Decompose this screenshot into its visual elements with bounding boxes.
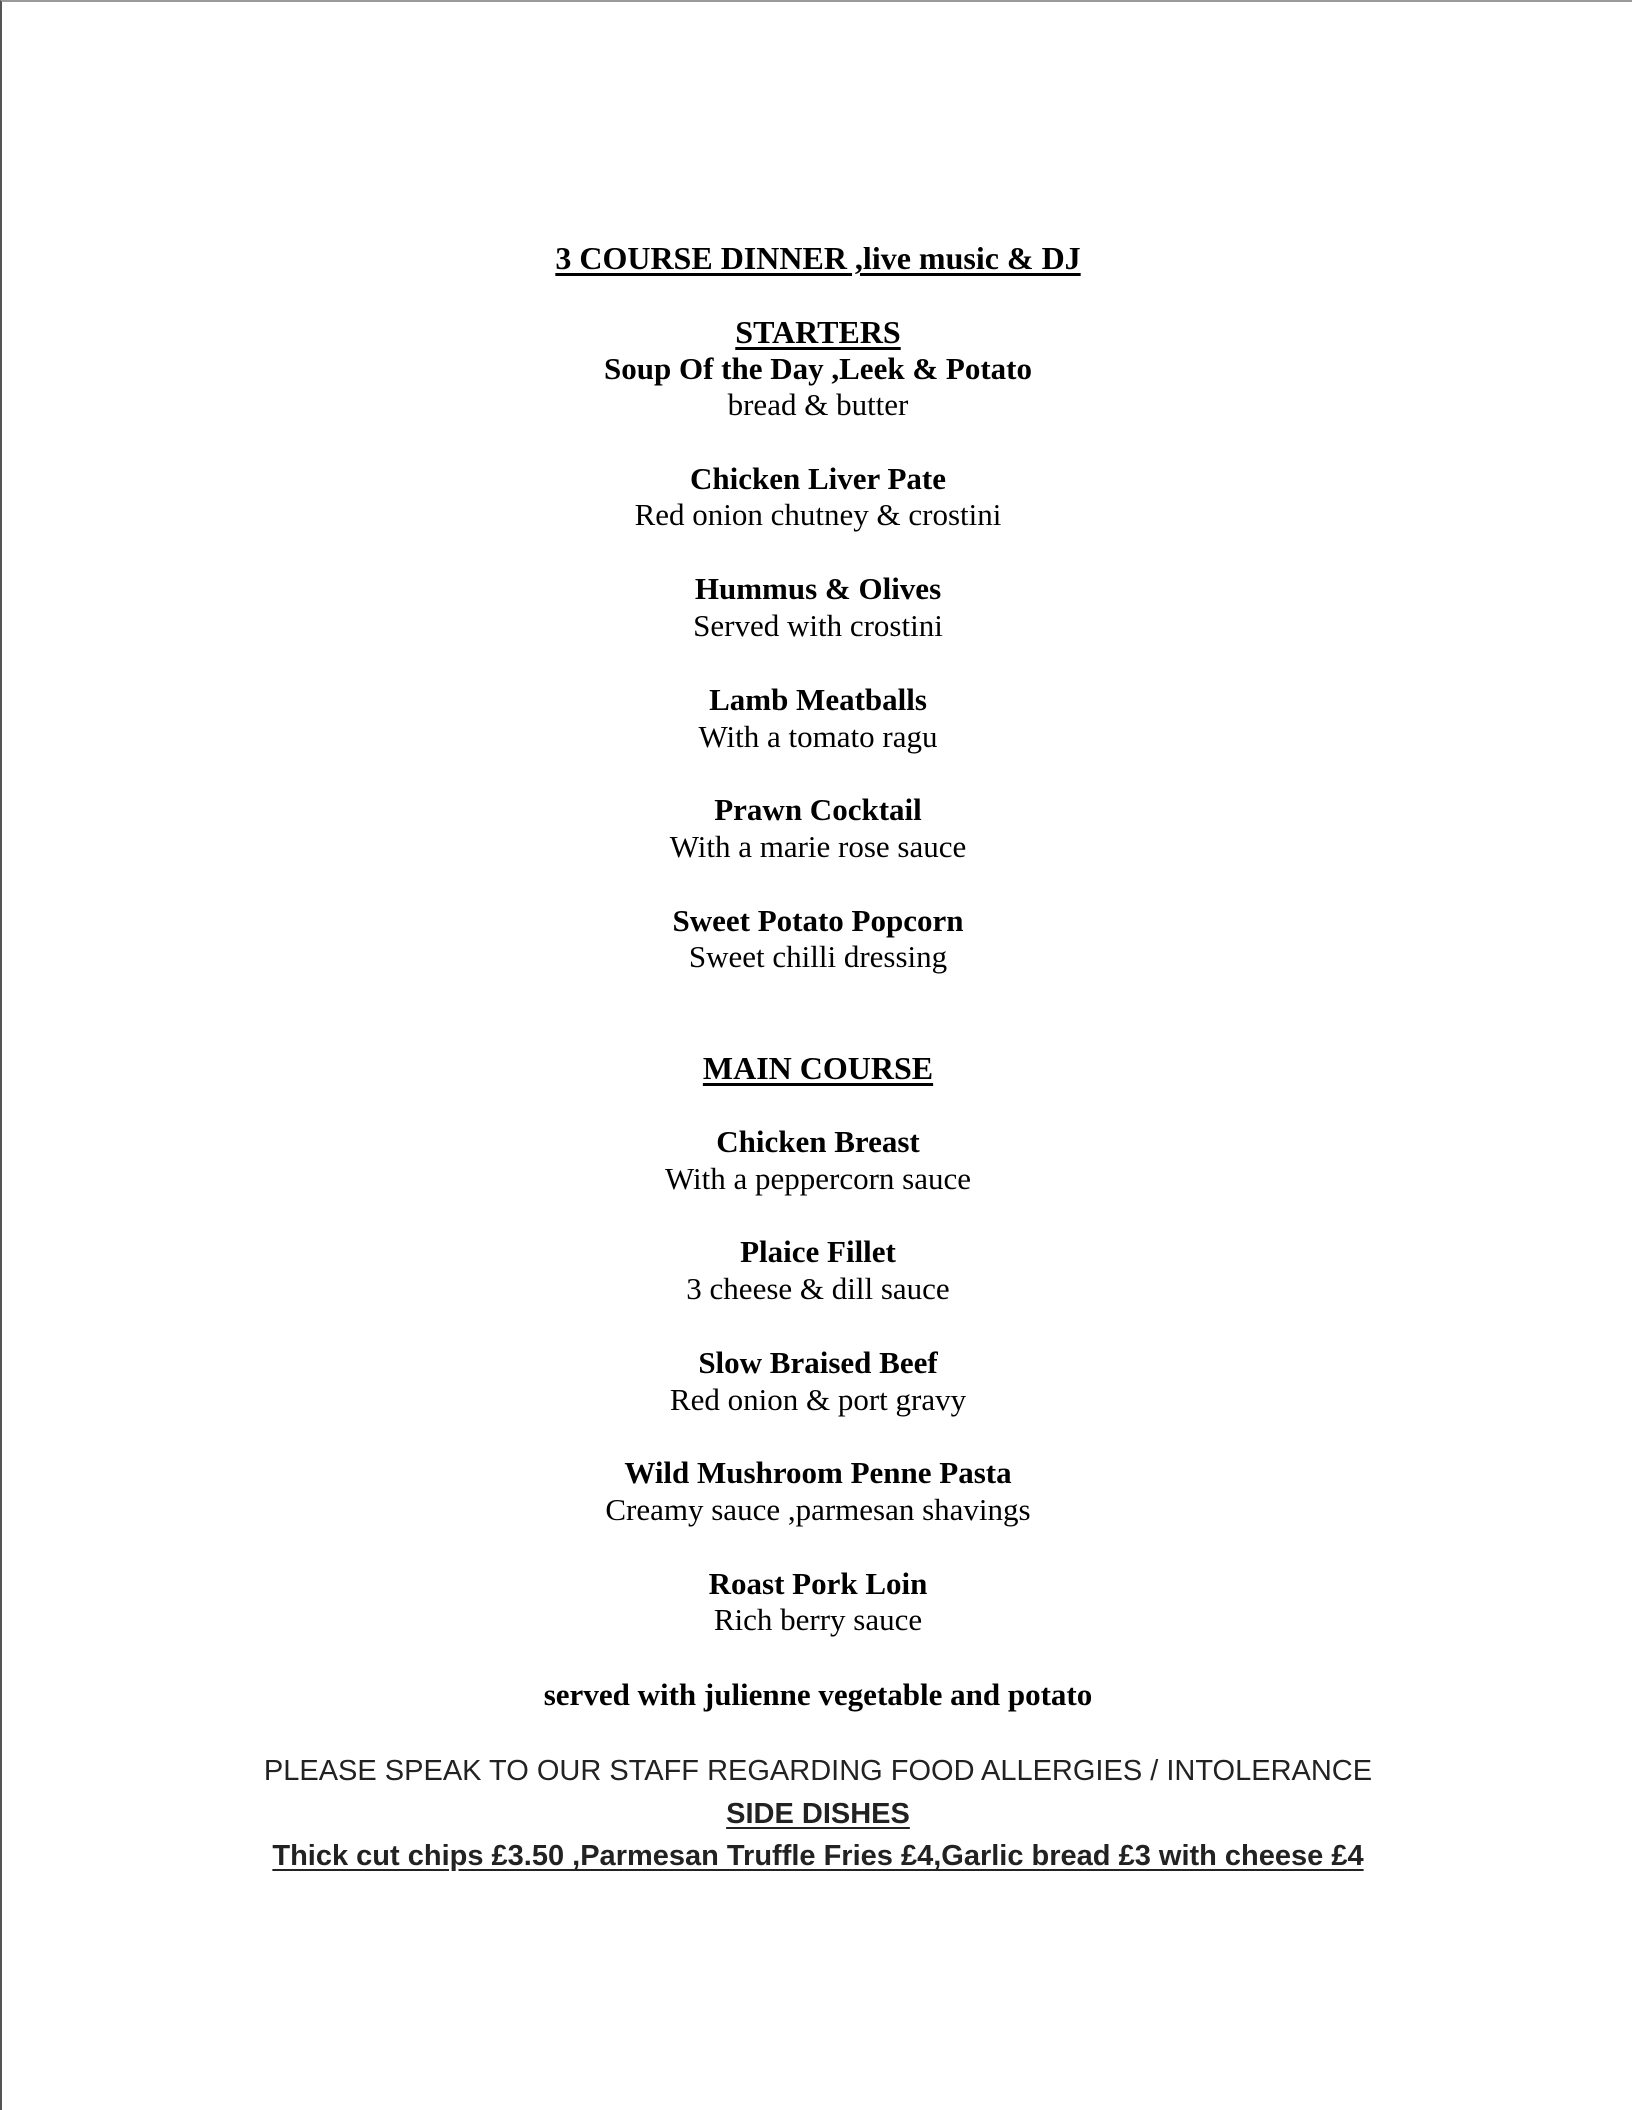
main-course-heading: MAIN COURSE — [702, 1050, 934, 1086]
starter-name: Prawn Cocktail — [714, 792, 922, 827]
starter-description: With a tomato ragu — [698, 719, 938, 754]
main-description: 3 cheese & dill sauce — [686, 1271, 950, 1306]
main-description: Red onion & port gravy — [669, 1382, 967, 1417]
main-name: Roast Pork Loin — [708, 1566, 928, 1601]
starter-description: Sweet chilli dressing — [688, 939, 948, 974]
starter-name: Soup Of the Day ,Leek & Potato — [604, 351, 1032, 386]
starter-name: Hummus & Olives — [694, 571, 942, 606]
starters-heading: STARTERS — [735, 314, 901, 350]
starter-name: Chicken Liver Pate — [689, 461, 946, 496]
main-description: Rich berry sauce — [713, 1602, 923, 1637]
main-description: With a peppercorn sauce — [664, 1161, 972, 1196]
starter-description: bread & butter — [727, 387, 909, 422]
allergy-notice: PLEASE SPEAK TO OUR STAFF REGARDING FOOD ALLERGIES / INTOLERANCE — [263, 1755, 1373, 1787]
starter-description: With a marie rose sauce — [669, 829, 967, 864]
side-dishes-list: Thick cut chips £3.50 ,Parmesan Truffle Fries £4,Garlic bread £3 with cheese £4 — [272, 1840, 1364, 1872]
side-dishes-heading: SIDE DISHES — [726, 1798, 910, 1830]
served-with-note: served with julienne vegetable and potato — [543, 1677, 1093, 1712]
main-name: Chicken Breast — [716, 1124, 920, 1159]
starter-description: Red onion chutney & crostini — [634, 497, 1002, 532]
main-name: Plaice Fillet — [740, 1234, 896, 1269]
main-name: Slow Braised Beef — [698, 1345, 938, 1380]
starter-description: Served with crostini — [693, 608, 943, 643]
main-name: Wild Mushroom Penne Pasta — [624, 1455, 1012, 1490]
starter-name: Lamb Meatballs — [709, 682, 927, 717]
menu-title: 3 COURSE DINNER ,live music & DJ — [555, 240, 1081, 276]
starter-name: Sweet Potato Popcorn — [672, 903, 964, 938]
main-description: Creamy sauce ,parmesan shavings — [605, 1492, 1031, 1527]
